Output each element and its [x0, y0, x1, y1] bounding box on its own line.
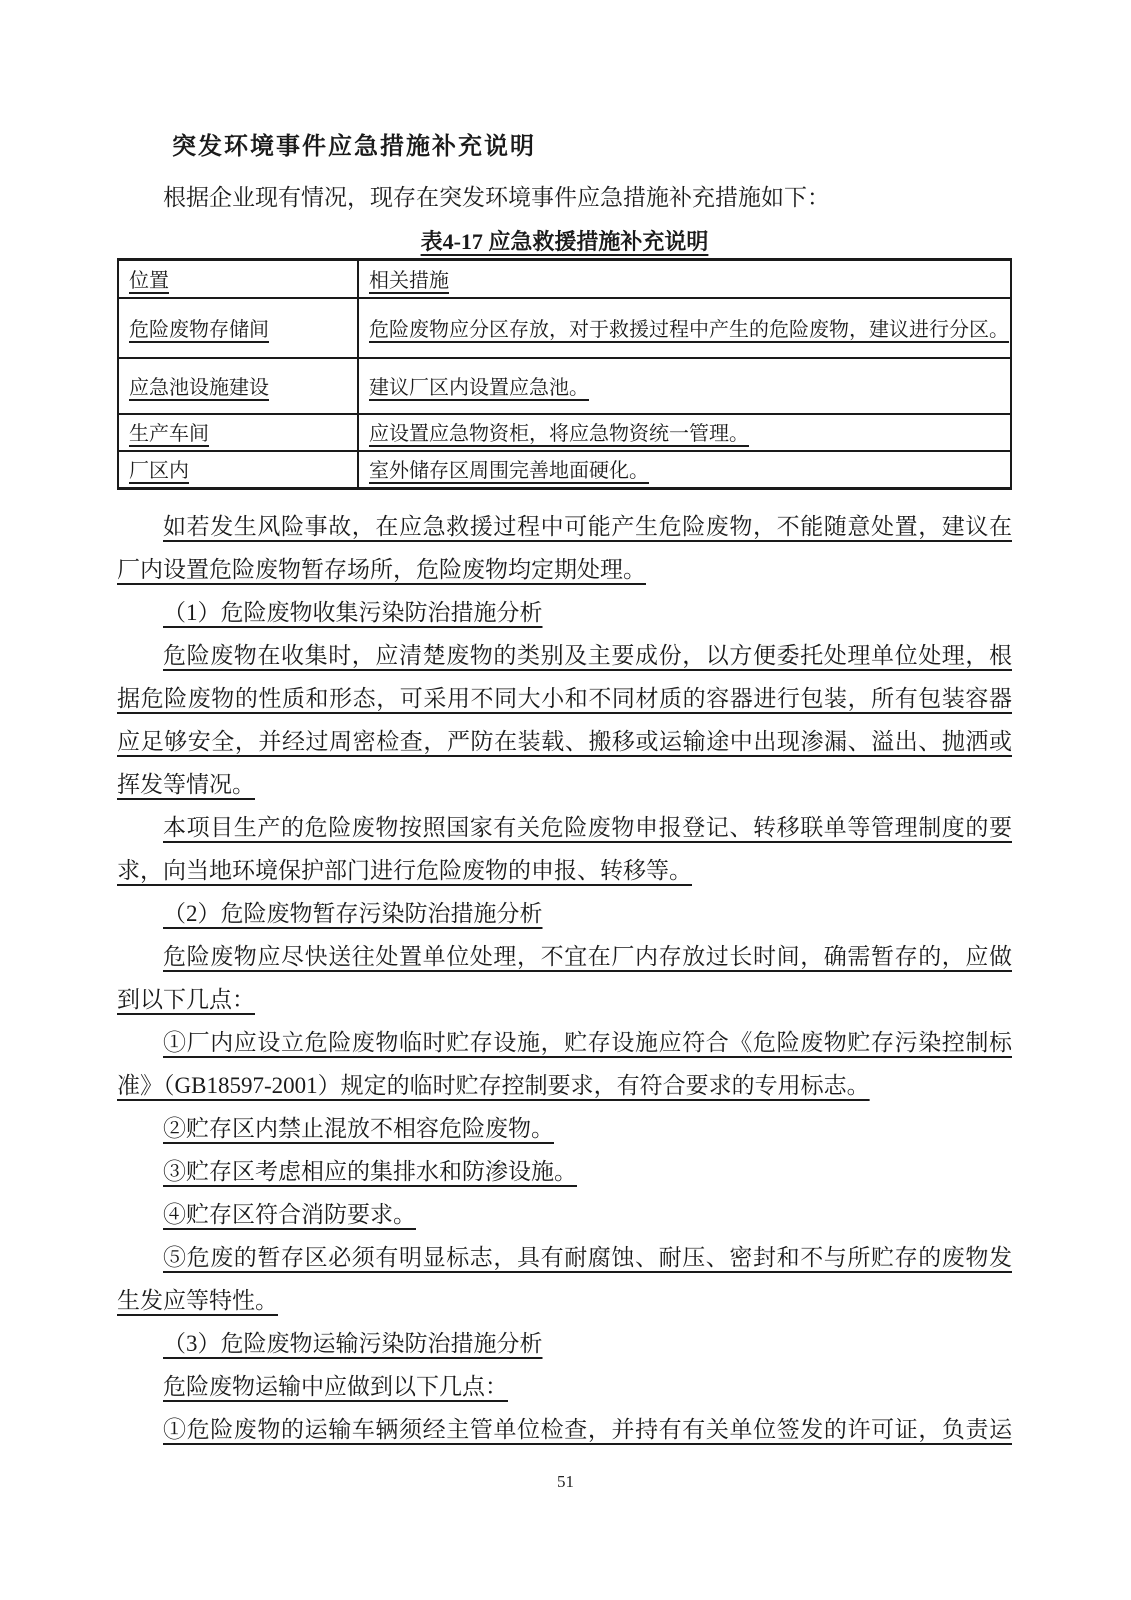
table-cell — [358, 358, 1011, 414]
table-caption: 表4-17 应急救援措施补充说明 — [420, 229, 709, 254]
cell-text: 建议厂区内设置应急池。 — [369, 376, 589, 399]
paragraph: 本项目生产的危险废物按照国家有关危险废物申报登记、转移联单等管理制度的要求，向当地环境保护部门进行危险废物的申报、转移等。 — [117, 815, 1012, 883]
table-cell — [118, 451, 358, 489]
paragraph: ②贮存区内禁止混放不相容危险废物。 — [163, 1116, 554, 1141]
table-row — [118, 414, 1011, 451]
page-number: 51 — [557, 1472, 574, 1491]
table-cell — [118, 414, 358, 451]
cell-text: 生产车间 — [129, 423, 209, 445]
header-label: 位置 — [129, 269, 169, 292]
table-cell — [358, 298, 1011, 358]
paragraph: 如若发生风险事故，在应急救援过程中可能产生危险废物，不能随意处置，建议在厂内设置危险废物暂存场所，危险废物均定期处理。 — [117, 514, 1012, 582]
paragraph: ⑤危废的暂存区必须有明显标志，具有耐腐蚀、耐压、密封和不与所贮存的废物发生发应等特性。 — [117, 1245, 1012, 1313]
section-heading: （1）危险废物收集污染防治措施分析 — [163, 600, 543, 625]
table-cell — [118, 358, 358, 414]
table-row — [118, 451, 1011, 489]
paragraph: 危险废物应尽快送往处置单位处理，不宜在厂内存放过长时间，确需暂存的，应做到以下几点： — [117, 944, 1012, 1012]
cell-text: 危险废物存储间 — [129, 318, 269, 341]
cell-text: 应设置应急物资柜，将应急物资统一管理。 — [369, 423, 749, 445]
intro-paragraph: 根据企业现有情况，现存在突发环境事件应急措施补充措施如下： — [163, 185, 830, 210]
table-cell — [358, 414, 1011, 451]
document-body — [117, 505, 1012, 1451]
section-heading: （3）危险废物运输污染防治措施分析 — [163, 1331, 543, 1356]
header-label: 相关措施 — [369, 269, 449, 292]
paragraph: 危险废物运输中应做到以下几点： — [163, 1374, 508, 1399]
table-header-cell — [358, 260, 1011, 299]
cell-text: 厂区内 — [129, 460, 189, 482]
cell-text: 应急池设施建设 — [129, 376, 269, 399]
table-header-cell — [118, 260, 358, 299]
paragraph: 危险废物在收集时，应清楚废物的类别及主要成份，以方便委托处理单位处理，根据危险废物的性质和形态，可采用不同大小和不同材质的容器进行包装，所有包装容器应足够安全，并经过周密检查，严防在装载、搬移或运输途中出现渗漏、溢出、抛洒或挥发等情况。 — [117, 643, 1012, 797]
table-header-row — [118, 260, 1011, 299]
page-title: 突发环境事件应急措施补充说明 — [172, 134, 536, 160]
paragraph: ③贮存区考虑相应的集排水和防渗设施。 — [163, 1159, 577, 1184]
section-heading: （2）危险废物暂存污染防治措施分析 — [163, 901, 543, 926]
paragraph: ①厂内应设立危险废物临时贮存设施，贮存设施应符合《危险废物贮存污染控制标准》（GB18597-2001）规定的临时贮存控制要求，有符合要求的专用标志。 — [117, 1030, 1012, 1098]
cell-text: 危险废物应分区存放，对于救援过程中产生的危险废物，建议进行分区。 — [369, 318, 1009, 341]
measures-table — [117, 258, 1012, 490]
table-cell — [118, 298, 358, 358]
document-content — [117, 130, 1012, 1451]
table-row — [118, 358, 1011, 414]
table-row — [118, 298, 1011, 358]
paragraph: ①危险废物的运输车辆须经主管单位检查，并持有有关单位签发的许可证，负责运 — [163, 1417, 1012, 1442]
paragraph: ④贮存区符合消防要求。 — [163, 1202, 416, 1227]
table-cell — [358, 451, 1011, 489]
cell-text: 室外储存区周围完善地面硬化。 — [369, 460, 649, 482]
